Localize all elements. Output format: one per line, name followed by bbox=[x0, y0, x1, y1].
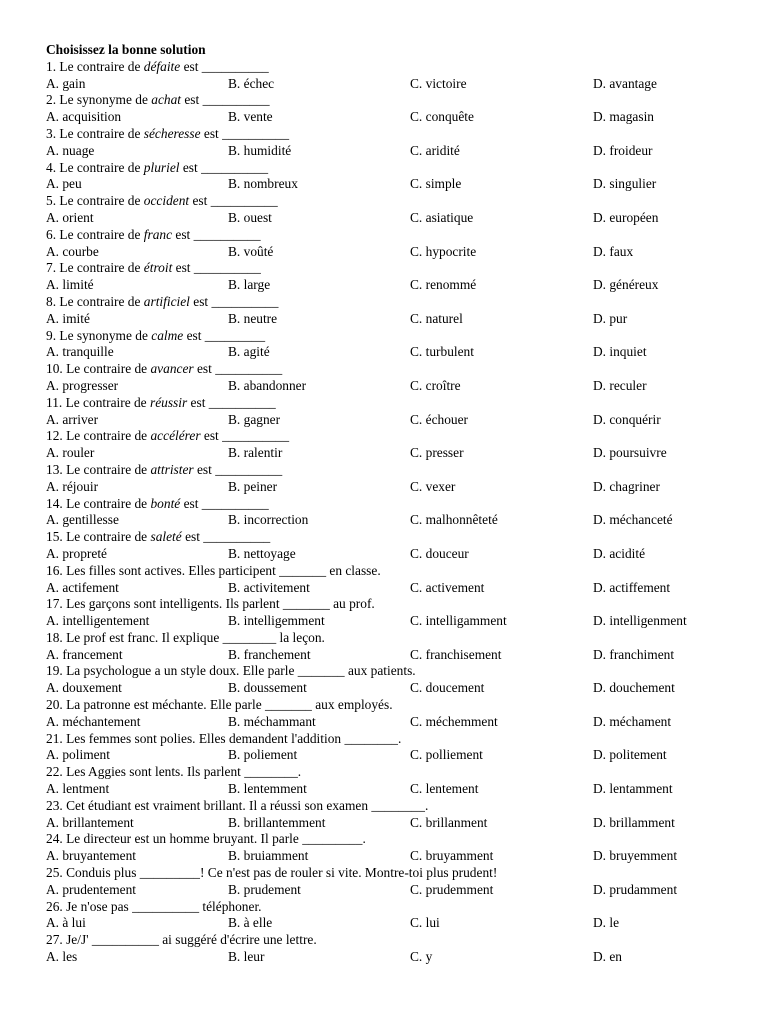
question-prompt bbox=[46, 831, 726, 848]
question-keyword: étroit bbox=[143, 260, 173, 276]
answer-option-d: D. poursuivre bbox=[593, 445, 667, 461]
answer-options bbox=[46, 176, 726, 193]
question-prompt bbox=[46, 260, 726, 277]
answer-options bbox=[46, 714, 726, 731]
question-keyword: défaite bbox=[143, 58, 181, 74]
answer-option-c: C. renommé bbox=[410, 277, 477, 293]
answer-option-d: D. faux bbox=[593, 243, 634, 259]
answer-options bbox=[46, 781, 726, 798]
question-prompt bbox=[46, 361, 726, 378]
answer-option-d: D. politement bbox=[593, 747, 667, 763]
answer-option-a: A. propreté bbox=[46, 545, 107, 561]
answer-option-b: B. lentemment bbox=[228, 781, 307, 797]
answer-option-d: D. reculer bbox=[593, 377, 647, 393]
answer-option-a: A. réjouir bbox=[46, 478, 99, 494]
answer-option-d: D. conquérir bbox=[593, 411, 661, 427]
answer-option-a: A. imité bbox=[46, 310, 90, 326]
question-prompt bbox=[46, 294, 726, 311]
question-prompt bbox=[46, 462, 726, 479]
question-text: 4. Le contraire de bbox=[46, 159, 144, 175]
answer-option-c: C. victoire bbox=[410, 75, 467, 91]
answer-option-c: C. simple bbox=[410, 176, 462, 192]
answer-option-b: B. méchammant bbox=[228, 713, 316, 729]
question-keyword: avancer bbox=[150, 361, 194, 377]
answer-option-d: D. bruyemment bbox=[593, 848, 678, 864]
question-text: est _________ bbox=[183, 327, 266, 343]
answer-option-c: C. turbulent bbox=[410, 344, 474, 360]
question-prompt bbox=[46, 328, 726, 345]
question-text: 27. Je/J' __________ ai suggéré d'écrire une lettre. bbox=[46, 932, 317, 948]
answer-options bbox=[46, 210, 726, 227]
answer-option-c: C. intelligamment bbox=[410, 613, 507, 629]
answer-options bbox=[46, 512, 726, 529]
question-text: est __________ bbox=[193, 461, 283, 477]
question-text: est __________ bbox=[200, 125, 290, 141]
answer-option-d: D. brillamment bbox=[593, 814, 675, 830]
question-prompt bbox=[46, 193, 726, 210]
answer-option-d: D. magasin bbox=[593, 109, 654, 125]
question-text: est __________ bbox=[193, 361, 283, 377]
answer-option-c: C. asiatique bbox=[410, 209, 474, 225]
answer-option-d: D. avantage bbox=[593, 75, 657, 91]
answer-option-a: A. bruyantement bbox=[46, 848, 136, 864]
question-prompt bbox=[46, 126, 726, 143]
worksheet bbox=[46, 42, 726, 966]
answer-option-d: D. européen bbox=[593, 209, 659, 225]
question-prompt bbox=[46, 160, 726, 177]
answer-option-b: B. poliement bbox=[228, 747, 298, 763]
answer-option-b: B. doussement bbox=[228, 680, 307, 696]
answer-option-b: B. voûté bbox=[228, 243, 274, 259]
answer-options bbox=[46, 747, 726, 764]
answer-option-b: B. leur bbox=[228, 949, 265, 965]
question-keyword: attrister bbox=[150, 461, 194, 477]
question-prompt bbox=[46, 59, 726, 76]
answer-option-d: D. le bbox=[593, 915, 620, 931]
question-keyword: saleté bbox=[150, 529, 182, 545]
answer-option-c: C. vexer bbox=[410, 478, 456, 494]
answer-option-a: A. brillantement bbox=[46, 814, 134, 830]
question-text: 24. Le directeur est un homme bruyant. Il parle _________. bbox=[46, 831, 366, 847]
question-prompt bbox=[46, 865, 726, 882]
answer-option-b: B. franchement bbox=[228, 646, 311, 662]
answer-option-c: C. franchisement bbox=[410, 646, 502, 662]
answer-option-d: D. actiffement bbox=[593, 579, 671, 595]
answer-option-b: B. peiner bbox=[228, 478, 278, 494]
question-text: 21. Les femmes sont polies. Elles demandent l'addition ________. bbox=[46, 730, 402, 746]
question-keyword: calme bbox=[151, 327, 184, 343]
answer-option-b: B. brillantemment bbox=[228, 814, 326, 830]
question-text: 14. Le contraire de bbox=[46, 495, 151, 511]
answer-option-a: A. orient bbox=[46, 209, 94, 225]
answer-option-a: A. poliment bbox=[46, 747, 110, 763]
answer-options bbox=[46, 680, 726, 697]
answer-option-d: D. froideur bbox=[593, 142, 653, 158]
answer-option-c: C. bruyamment bbox=[410, 848, 494, 864]
question-prompt bbox=[46, 563, 726, 580]
answer-option-b: B. bruiamment bbox=[228, 848, 309, 864]
answer-option-b: B. large bbox=[228, 277, 271, 293]
answer-option-a: A. nuage bbox=[46, 142, 95, 158]
question-text: 23. Cet étudiant est vraiment brillant. Il a réussi son examen ________. bbox=[46, 797, 429, 813]
question-text: 3. Le contraire de bbox=[46, 125, 144, 141]
answer-option-a: A. à lui bbox=[46, 915, 86, 931]
answer-options bbox=[46, 311, 726, 328]
answer-option-c: C. échouer bbox=[410, 411, 469, 427]
question-text: 2. Le synonyme de bbox=[46, 92, 152, 108]
answer-option-a: A. limité bbox=[46, 277, 94, 293]
question-keyword: accélérer bbox=[150, 428, 201, 444]
answer-options bbox=[46, 143, 726, 160]
answer-option-b: B. agité bbox=[228, 344, 270, 360]
question-text: est __________ bbox=[180, 495, 269, 511]
question-text: est __________ bbox=[187, 394, 276, 410]
question-prompt bbox=[46, 529, 726, 546]
question-text: 9. Le synonyme de bbox=[46, 327, 152, 343]
answer-option-c: C. lui bbox=[410, 915, 440, 931]
answer-option-a: A. prudentement bbox=[46, 881, 136, 897]
question-prompt bbox=[46, 899, 726, 916]
question-text: 10. Le contraire de bbox=[46, 361, 151, 377]
worksheet-title: Choisissez la bonne solution bbox=[46, 42, 206, 57]
question-text: 8. Le contraire de bbox=[46, 293, 144, 309]
answer-option-c: C. malhonnêteté bbox=[410, 512, 498, 528]
question-prompt bbox=[46, 663, 726, 680]
answer-option-b: B. neutre bbox=[228, 310, 278, 326]
answer-option-c: C. méchemment bbox=[410, 713, 498, 729]
question-text: 25. Conduis plus _________! Ce n'est pas de rouler si vite. Montre-toi plus prudent! bbox=[46, 865, 498, 881]
question-prompt bbox=[46, 227, 726, 244]
answer-option-c: C. prudemment bbox=[410, 881, 494, 897]
answer-options bbox=[46, 580, 726, 597]
question-text: 16. Les filles sont actives. Elles participent _______ en classe. bbox=[46, 562, 381, 578]
answer-options bbox=[46, 915, 726, 932]
answer-option-a: A. peu bbox=[46, 176, 82, 192]
question-text: est __________ bbox=[181, 529, 271, 545]
answer-option-a: A. lentment bbox=[46, 781, 110, 797]
question-text: est __________ bbox=[172, 226, 261, 242]
question-keyword: artificiel bbox=[143, 293, 190, 309]
answer-option-b: B. abandonner bbox=[228, 377, 307, 393]
answer-option-d: D. singulier bbox=[593, 176, 657, 192]
answer-options bbox=[46, 445, 726, 462]
answer-option-a: A. douxement bbox=[46, 680, 122, 696]
answer-option-a: A. courbe bbox=[46, 243, 99, 259]
answer-option-a: A. progresser bbox=[46, 377, 119, 393]
answer-option-d: D. acidité bbox=[593, 545, 646, 561]
question-text: est __________ bbox=[172, 260, 261, 276]
answer-option-d: D. franchiment bbox=[593, 646, 675, 662]
question-text: 12. Le contraire de bbox=[46, 428, 151, 444]
answer-option-b: B. gagner bbox=[228, 411, 281, 427]
answer-option-c: C. hypocrite bbox=[410, 243, 477, 259]
answer-options bbox=[46, 848, 726, 865]
answer-options bbox=[46, 613, 726, 630]
answer-option-a: A. actifement bbox=[46, 579, 119, 595]
question-text: est __________ bbox=[180, 58, 269, 74]
question-text: est __________ bbox=[181, 92, 270, 108]
question-text: est __________ bbox=[189, 193, 278, 209]
answer-option-c: C. activement bbox=[410, 579, 485, 595]
question-text: 22. Les Aggies sont lents. Ils parlent ________. bbox=[46, 764, 302, 780]
question-text: est __________ bbox=[189, 293, 279, 309]
question-text: est __________ bbox=[179, 159, 269, 175]
answer-option-b: B. humidité bbox=[228, 142, 292, 158]
question-keyword: bonté bbox=[150, 495, 181, 511]
answer-options bbox=[46, 479, 726, 496]
answer-option-d: D. méchament bbox=[593, 713, 672, 729]
question-text: 7. Le contraire de bbox=[46, 260, 144, 276]
answer-option-b: B. ouest bbox=[228, 209, 272, 225]
answer-options bbox=[46, 546, 726, 563]
answer-option-b: B. nettoyage bbox=[228, 545, 296, 561]
question-text: 5. Le contraire de bbox=[46, 193, 144, 209]
question-prompt bbox=[46, 630, 726, 647]
answer-option-d: D. chagriner bbox=[593, 478, 660, 494]
question-text: 13. Le contraire de bbox=[46, 461, 151, 477]
answer-option-c: C. aridité bbox=[410, 142, 460, 158]
answer-option-d: D. prudamment bbox=[593, 881, 678, 897]
answer-option-b: B. ralentir bbox=[228, 445, 283, 461]
answer-option-b: B. vente bbox=[228, 109, 273, 125]
answer-option-c: C. lentement bbox=[410, 781, 479, 797]
answer-option-a: A. tranquille bbox=[46, 344, 114, 360]
question-prompt bbox=[46, 798, 726, 815]
answer-options bbox=[46, 344, 726, 361]
question-prompt bbox=[46, 428, 726, 445]
question-keyword: franc bbox=[143, 226, 173, 242]
question-text: 1. Le contraire de bbox=[46, 58, 144, 74]
answer-options bbox=[46, 949, 726, 966]
answer-option-c: C. y bbox=[410, 949, 433, 965]
answer-option-c: C. conquête bbox=[410, 109, 474, 125]
answer-option-d: D. inquiet bbox=[593, 344, 647, 360]
answer-option-b: B. nombreux bbox=[228, 176, 298, 192]
answer-option-a: A. les bbox=[46, 949, 78, 965]
question-prompt bbox=[46, 764, 726, 781]
question-text: 26. Je n'ose pas __________ téléphoner. bbox=[46, 898, 262, 914]
question-prompt bbox=[46, 496, 726, 513]
answer-option-b: B. incorrection bbox=[228, 512, 309, 528]
question-keyword: occident bbox=[143, 193, 190, 209]
answer-options bbox=[46, 815, 726, 832]
answer-option-d: D. lentamment bbox=[593, 781, 673, 797]
question-list bbox=[46, 59, 726, 966]
answer-option-b: B. échec bbox=[228, 75, 275, 91]
question-text: 20. La patronne est méchante. Elle parle _______ aux employés. bbox=[46, 697, 393, 713]
question-keyword: pluriel bbox=[143, 159, 180, 175]
answer-option-d: D. en bbox=[593, 949, 623, 965]
answer-options bbox=[46, 378, 726, 395]
answer-option-b: B. activitement bbox=[228, 579, 310, 595]
answer-option-a: A. arriver bbox=[46, 411, 99, 427]
answer-options bbox=[46, 647, 726, 664]
question-prompt bbox=[46, 395, 726, 412]
answer-option-d: D. intelligenment bbox=[593, 613, 687, 629]
answer-option-a: A. intelligentement bbox=[46, 613, 150, 629]
question-prompt bbox=[46, 697, 726, 714]
answer-option-c: C. douceur bbox=[410, 545, 469, 561]
answer-option-c: C. presser bbox=[410, 445, 464, 461]
question-keyword: sécheresse bbox=[143, 125, 201, 141]
answer-option-a: A. acquisition bbox=[46, 109, 122, 125]
answer-option-b: B. intelligemment bbox=[228, 613, 325, 629]
question-text: est __________ bbox=[200, 428, 290, 444]
answer-option-b: B. prudement bbox=[228, 881, 301, 897]
question-keyword: achat bbox=[151, 92, 181, 108]
answer-options bbox=[46, 277, 726, 294]
question-text: 15. Le contraire de bbox=[46, 529, 151, 545]
answer-options bbox=[46, 76, 726, 93]
answer-option-d: D. généreux bbox=[593, 277, 659, 293]
question-prompt bbox=[46, 596, 726, 613]
answer-option-c: C. naturel bbox=[410, 310, 463, 326]
answer-options bbox=[46, 109, 726, 126]
question-prompt bbox=[46, 932, 726, 949]
question-keyword: réussir bbox=[149, 394, 188, 410]
question-text: 6. Le contraire de bbox=[46, 226, 144, 242]
answer-option-a: A. gentillesse bbox=[46, 512, 119, 528]
answer-options bbox=[46, 412, 726, 429]
answer-option-c: C. polliement bbox=[410, 747, 483, 763]
answer-option-a: A. gain bbox=[46, 75, 86, 91]
question-prompt bbox=[46, 731, 726, 748]
question-text: 18. Le prof est franc. Il explique ________ la leçon. bbox=[46, 629, 325, 645]
question-text: 19. La psychologue a un style doux. Elle parle _______ aux patients. bbox=[46, 663, 416, 679]
question-text: 17. Les garçons sont intelligents. Ils parlent _______ au prof. bbox=[46, 596, 375, 612]
question-prompt bbox=[46, 92, 726, 109]
answer-options bbox=[46, 882, 726, 899]
answer-option-a: A. francement bbox=[46, 646, 123, 662]
answer-option-d: D. douchement bbox=[593, 680, 675, 696]
answer-option-a: A. méchantement bbox=[46, 713, 141, 729]
answer-option-b: B. à elle bbox=[228, 915, 273, 931]
answer-option-c: C. croître bbox=[410, 377, 461, 393]
answer-option-c: C. brillanment bbox=[410, 814, 488, 830]
answer-option-d: D. méchanceté bbox=[593, 512, 673, 528]
answer-option-a: A. rouler bbox=[46, 445, 95, 461]
answer-option-c: C. doucement bbox=[410, 680, 485, 696]
answer-options bbox=[46, 244, 726, 261]
question-text: 11. Le contraire de bbox=[46, 394, 150, 410]
answer-option-d: D. pur bbox=[593, 310, 628, 326]
